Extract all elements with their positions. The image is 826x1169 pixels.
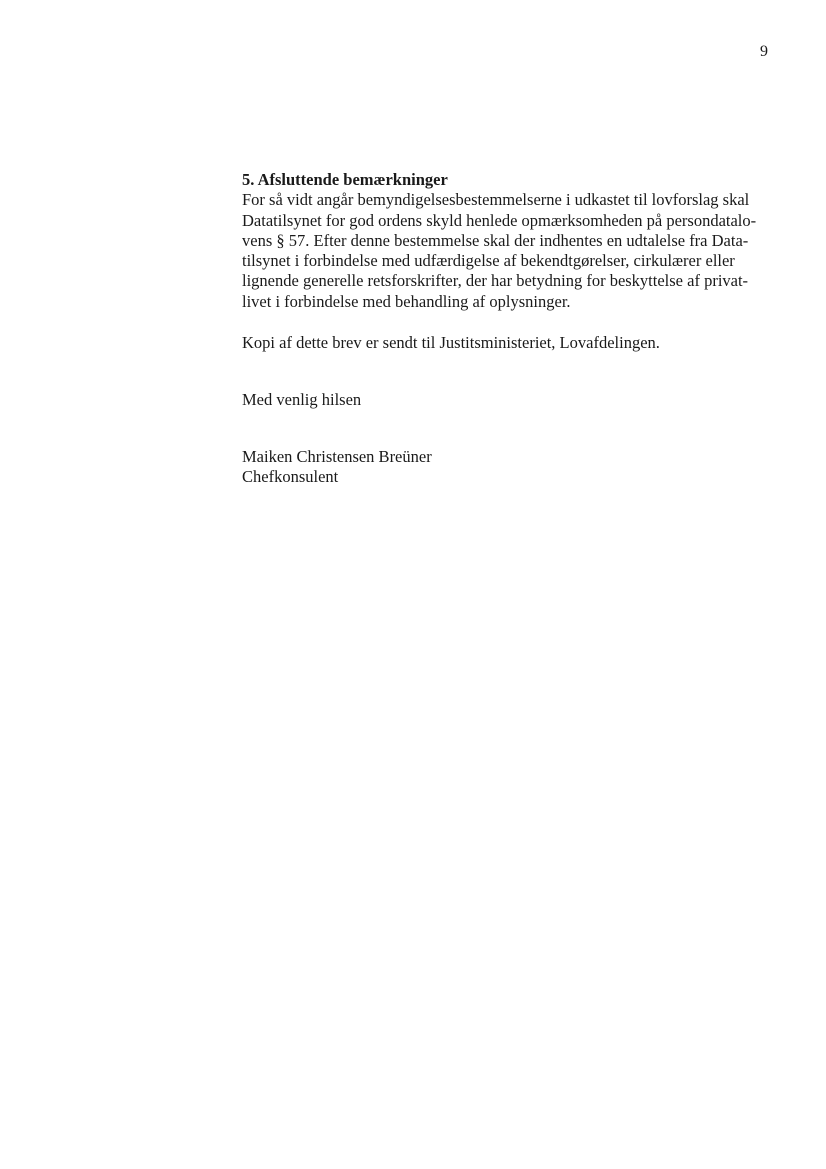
- paragraph-line: tilsynet i forbindelse med udfærdigelse af bekendtgørelser, cirkulærer eller: [242, 251, 735, 271]
- paragraph-line: livet i forbindelse med behandling af oplysninger.: [242, 291, 571, 311]
- paragraph-line: Datatilsynet for god ordens skyld henlede opmærksomheden på persondatalo-: [242, 210, 757, 230]
- section-paragraph: [242, 190, 772, 312]
- signature-block: [242, 447, 772, 488]
- paragraph-line: vens § 57. Efter denne bestemmelse skal der indhentes en udtalelse fra Data-: [242, 230, 749, 250]
- closing-salutation: Med venlig hilsen: [242, 390, 362, 410]
- letter-body: [242, 170, 772, 487]
- signatory-title: Chefkonsulent: [242, 466, 339, 486]
- paragraph-line: For så vidt angår bemyndigelsesbestemmelserne i udkastet til lovforslag skal: [242, 190, 750, 210]
- copy-note: Kopi af dette brev er sendt til Justitsministeriet, Lovafdelingen.: [242, 333, 660, 353]
- section-heading: 5. Afsluttende bemærkninger: [242, 170, 448, 189]
- page-number: 9: [760, 43, 768, 60]
- paragraph-line: lignende generelle retsforskrifter, der har betydning for beskyttelse af privat-: [242, 271, 749, 291]
- signatory-name: Maiken Christensen Breüner: [242, 446, 432, 466]
